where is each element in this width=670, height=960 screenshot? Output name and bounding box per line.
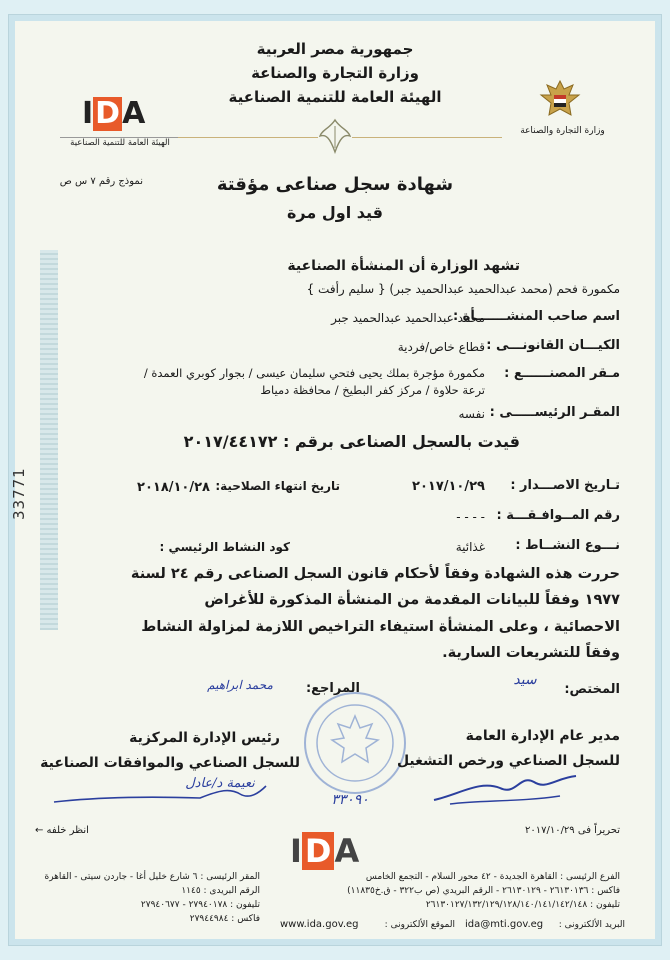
activity-code-label: كود النشاط الرئيسي : xyxy=(159,540,290,554)
issue-date-label: تـاريخ الاصـــدار : xyxy=(510,478,620,493)
legal-paragraph-line1: حررت هذه الشهادة وفقاً لأحكام قانون السجل الصناعى رقم ٢٤ لسنة xyxy=(130,566,620,582)
specialist-signature: سيد xyxy=(513,672,537,688)
hq-value: نفسه xyxy=(458,407,485,421)
signatory-left-title-2: للسجل الصناعي ورخص التشغيل xyxy=(396,753,620,769)
ida-footer-logo-a: A xyxy=(334,832,360,870)
ida-logo-a: A xyxy=(122,96,146,131)
issued-on: تحريراً فى ٢٠١٧/١٠/٢٩ xyxy=(524,825,620,836)
activity-value: غذائية xyxy=(455,540,485,554)
entity-value: قطاع خاص/فردية xyxy=(397,340,485,354)
footer-hq-1: المقر الرئيسى : ٦ شارع خليل أغا - جاردن سيتى - القاهرة xyxy=(44,872,260,882)
certify-line: تشهد الوزارة أن المنشأة الصناعية xyxy=(287,258,520,274)
footer-branch-3: تليفون : ٢٦١٣٠١٢٧/١٣٢/١٢٩/١٢٨/١٤٠/١٤١/١٤٢/١٤٨ xyxy=(425,900,620,910)
expiry-label: تاريخ انتهاء الصلاحية: xyxy=(215,479,340,493)
header-rule-mid-left xyxy=(178,137,318,138)
footer-hq-3: تليفون : ٢٧٩٤٠١٧٨ - ٢٧٩٤٠٦٧٧ xyxy=(140,900,260,910)
ida-logo-i: I xyxy=(82,96,94,131)
stamp-number: ٣٣٠٩٠ xyxy=(331,792,369,808)
signatory-right-title-1: رئيس الإدارة المركزية xyxy=(129,730,280,746)
header-country: جمهورية مصر العربية xyxy=(256,40,414,58)
expiry-value: ٢٠١٨/١٠/٢٨ xyxy=(137,480,210,495)
approval-label: رقم المــوافـقـــة : xyxy=(496,508,620,523)
see-back-note: انظر خلفه ← xyxy=(35,825,89,836)
ida-logo xyxy=(82,95,145,131)
specialist-label: المختص: xyxy=(564,682,620,697)
footer-email[interactable]: ida@mti.gov.eg xyxy=(465,919,544,930)
header-rule-left xyxy=(60,137,178,138)
footer-hq-4: فاكس : ٢٧٩٤٤٩٨٤ xyxy=(189,914,260,924)
official-stamp-icon xyxy=(300,688,410,798)
ministry-caption: وزارة التجارة والصناعة xyxy=(520,126,605,136)
registration-number: قيدت بالسجل الصناعى برقم : ٢٠١٧/٤٤١٧٢ xyxy=(183,432,520,451)
signatory-right-title-2: للسجل الصناعي والموافقات الصناعية xyxy=(40,755,300,771)
ida-footer-logo xyxy=(290,830,359,870)
ornament-icon xyxy=(318,118,352,154)
left-signature-drawing xyxy=(430,770,580,810)
eagle-emblem-icon xyxy=(535,75,585,125)
owner-label: اسم صاحب المنشـــــــأة : xyxy=(452,309,620,324)
reviewer-label: المراجع: xyxy=(305,681,360,696)
entity-label: الكيـــان القانونـــى : xyxy=(486,338,620,353)
legal-paragraph-line3: الاحصائية ، وعلى المنشأة استيفاء التراخيص اللازمة لمزاولة النشاط xyxy=(141,619,620,635)
certificate-title: شهادة سجل صناعى مؤقتة xyxy=(216,174,454,195)
header-ministry: وزارة التجارة والصناعة xyxy=(251,64,419,82)
header-rule-mid-right xyxy=(352,137,502,138)
site-value-line2: ترعة حلاوة / مركز كفر البطيخ / محافظة دمياط xyxy=(260,383,485,397)
facility-name: مكمورة فحم (محمد عبدالحميد عبدالحميد جبر) { سليم رأفت } xyxy=(306,282,620,296)
issue-date-value: ٢٠١٧/١٠/٢٩ xyxy=(412,479,485,494)
approval-value: - - - - xyxy=(456,510,485,524)
certificate-subtitle: قيد اول مرة xyxy=(286,203,383,222)
legal-paragraph-line4: وفقاً للتشريعات السارية. xyxy=(442,645,620,661)
footer-hq-2: الرقم البريدى : ١١٤٥ xyxy=(181,886,260,896)
ida-caption: الهيئة العامة للتنمية الصناعية xyxy=(70,138,170,148)
owner-value: محمد عبدالحميد عبدالحميد جبر xyxy=(331,311,485,325)
form-number: نموذج رقم ٧ س ص xyxy=(59,176,143,187)
signatory-left-title-1: مدير عام الإدارة العامة xyxy=(465,728,620,744)
ida-footer-logo-i: I xyxy=(290,832,302,870)
reviewer-signature: محمد ابراهيم xyxy=(207,678,273,692)
ida-footer-logo-d: D xyxy=(302,832,335,870)
hq-label: المقـر الرئيســـــى : xyxy=(489,405,620,420)
legal-paragraph-line2: ١٩٧٧ وفقاً للبيانات المقدمة من المنشأة المذكورة للأغراض xyxy=(204,592,620,608)
security-stripe xyxy=(40,250,58,630)
right-signature: نعيمة د/عادل xyxy=(185,776,255,791)
activity-label: نـــوع النشــاط : xyxy=(515,538,620,553)
ida-logo-d: D xyxy=(95,96,121,131)
footer-branch-1: الفرع الرئيسى : القاهرة الجديدة - ٤٢ محور السلام - التجمع الخامس xyxy=(365,872,620,882)
footer-site-label: الموقع الألكترونى : xyxy=(384,920,455,930)
site-value-line1: مكمورة مؤجرة بملك يحيى فتحي سليمان عيسى / بجوار كوبري العمدة / xyxy=(143,366,485,380)
footer-email-label: البريد الألكترونى : xyxy=(558,920,625,930)
serial-number: 33771 xyxy=(10,467,28,520)
footer-branch-2: فاكس : ٢٦١٣٠١٣٦ - ٢٦١٣٠١٢٩ - الرقم البريدي (ص ب٣٢٢ - ق.خ١١٨٣٥) xyxy=(347,886,620,896)
header-authority: الهيئة العامة للتنمية الصناعية xyxy=(228,88,442,106)
footer-website[interactable]: www.ida.gov.eg xyxy=(280,919,359,930)
site-label: مـقر المصنــــــع : xyxy=(504,366,620,381)
